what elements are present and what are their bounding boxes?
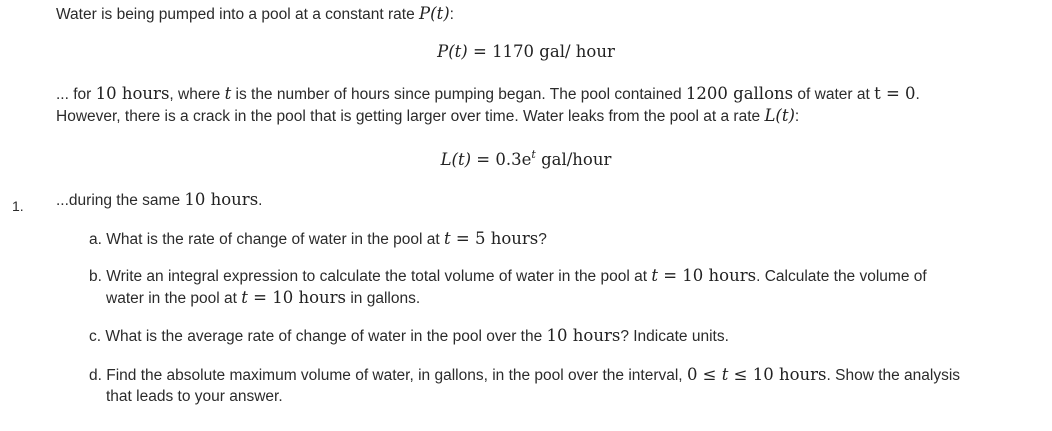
part-b-math1: t = 10 hours bbox=[651, 266, 757, 285]
para-math-t: t bbox=[224, 84, 232, 103]
para-math-gallons: 1200 gallons bbox=[685, 84, 794, 103]
part-c-text: c. What is the average rate of change of water in the pool over the bbox=[89, 328, 547, 345]
eq2-unit: gal/hour bbox=[535, 150, 612, 169]
during-math: 10 hours bbox=[184, 190, 259, 209]
para-b2: : bbox=[794, 108, 800, 125]
part-c bbox=[89, 326, 729, 346]
part-b-text4: in gallons. bbox=[346, 290, 421, 307]
eq2-coef: 0.3e bbox=[495, 150, 532, 169]
eq1-eq: = bbox=[467, 42, 493, 61]
during-text: ...during the same bbox=[56, 192, 185, 209]
part-c-math: 10 hours bbox=[546, 326, 621, 345]
during-line bbox=[56, 190, 262, 210]
eq2-lhs: L(t) bbox=[440, 150, 472, 169]
eq2-exp: t bbox=[531, 148, 536, 161]
eq2-eq: = bbox=[471, 150, 496, 169]
para-b1: However, there is a crack in the pool that is getting larger over time. Water leaks from the pool at a rate bbox=[56, 108, 765, 125]
eq1-rhs: 1170 gal/ hour bbox=[492, 42, 615, 61]
part-b-text2: . Calculate the volume of bbox=[756, 268, 927, 285]
part-d-text1: d. Find the absolute maximum volume of water, in gallons, in the pool over the interval, bbox=[89, 367, 687, 384]
para-a3: is the number of hours since pumping began. The pool contained bbox=[231, 86, 686, 103]
part-b-line2 bbox=[106, 288, 420, 308]
equation-l bbox=[0, 148, 1052, 169]
eq1-lhs: P(t) bbox=[437, 42, 468, 61]
part-a-text: a. What is the rate of change of water in the pool at bbox=[89, 231, 444, 248]
para-a2: , where bbox=[169, 86, 225, 103]
question-number: 1. bbox=[12, 198, 24, 214]
para-math-hours: 10 hours bbox=[95, 84, 170, 103]
para-a1: ... for bbox=[56, 86, 96, 103]
part-d-text2: . Show the analysis bbox=[826, 367, 961, 384]
para-line-b bbox=[56, 106, 799, 126]
part-a-math: t = 5 hours bbox=[444, 229, 539, 248]
during-end: . bbox=[258, 192, 263, 209]
intro-line bbox=[56, 4, 454, 24]
part-b-line1 bbox=[89, 266, 927, 286]
para-a4: of water at bbox=[793, 86, 875, 103]
part-a bbox=[89, 229, 547, 249]
intro-text: Water is being pumped into a pool at a constant rate bbox=[56, 6, 420, 23]
part-b-text1: b. Write an integral expression to calculate the total volume of water in the pool at bbox=[89, 268, 652, 285]
part-a-end: ? bbox=[538, 231, 547, 248]
part-b-text3: water in the pool at bbox=[106, 290, 242, 307]
part-d-math: 0 ≤ t ≤ 10 hours bbox=[686, 365, 827, 384]
part-d-text3: that leads to your answer. bbox=[106, 388, 283, 405]
para-line-a bbox=[56, 84, 920, 104]
part-d-line2 bbox=[106, 388, 283, 406]
para-math-l: L(t) bbox=[764, 106, 795, 125]
intro-math: P(t) bbox=[419, 4, 450, 23]
part-c-end: ? Indicate units. bbox=[620, 328, 729, 345]
intro-end: : bbox=[449, 6, 454, 23]
equation-p bbox=[0, 42, 1052, 61]
part-b-math2: t = 10 hours bbox=[241, 288, 347, 307]
part-d-line1 bbox=[89, 365, 960, 385]
para-math-t0: t = 0 bbox=[874, 84, 916, 103]
para-a5: . bbox=[915, 86, 920, 103]
